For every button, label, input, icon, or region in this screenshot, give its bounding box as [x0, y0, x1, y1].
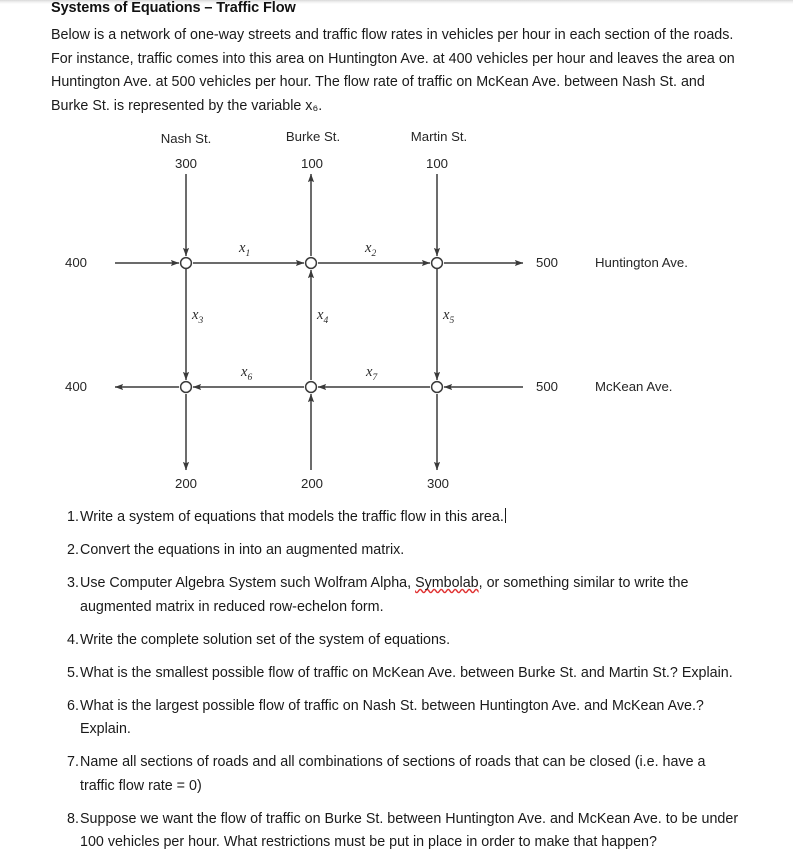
- variable-label-x6: $x_6$: [241, 364, 253, 383]
- question-text: Suppose we want the flow of traffic on Burke St. between Huntington Ave. and McKean Ave. to be under 100 vehicles per hour. What restrictions must be put in place in order to make that happen?: [80, 810, 739, 850]
- street-label-nash: Nash St.: [160, 131, 212, 146]
- node-martin-huntington: [432, 258, 443, 269]
- node-martin-mckean: [432, 382, 443, 393]
- flow-value-martin-top: 100: [425, 156, 449, 171]
- question-text: Convert the equations in into an augmented matrix.: [80, 542, 405, 558]
- question-text: Use Computer Algebra System such Wolfram Alpha, Symbolab, or something similar to write the augmented matrix in reduced row-echelon form.: [80, 575, 689, 615]
- list-item: [51, 695, 741, 742]
- list-item: [51, 751, 741, 798]
- question-text: What is the smallest possible flow of traffic on McKean Ave. between Burke St. and Martin St.? Explain.: [80, 664, 733, 681]
- variable-label-x4: $x_4$: [317, 307, 329, 326]
- page-title: Systems of Equations – Traffic Flow: [51, 0, 296, 16]
- flow-value-burke-bottom: 200: [300, 476, 324, 491]
- intro-paragraph: Below is a network of one-way streets and traffic flow rates in vehicles per hour in each section of the roads. For instance, traffic comes into this area on Huntington Ave. at 400 vehicles per hour and leaves the area on Huntington Ave. at 500 vehicles per hour. The flow rate of traffic on McKean Ave. between Nash St. and Burke St. is represented by the variable x₆.: [51, 27, 735, 114]
- variable-label-x3: $x_3$: [192, 307, 204, 326]
- question-text: What is the largest possible flow of traffic on Nash St. between Huntington Ave. and McKean Ave.? Explain.: [80, 697, 704, 737]
- flow-value-huntington-left: 400: [65, 255, 88, 270]
- avenue-label-huntington: Huntington Ave.: [595, 255, 688, 270]
- list-item: [51, 539, 741, 563]
- list-item: [51, 662, 741, 686]
- variable-label-x5: $x_5$: [443, 307, 455, 326]
- flow-value-nash-bottom: 200: [174, 476, 198, 491]
- question-number: 1.: [67, 509, 79, 525]
- flow-value-martin-bottom: 300: [426, 476, 450, 491]
- flow-value-mckean-right: 500: [536, 379, 559, 394]
- question-number: 3.: [67, 575, 79, 591]
- traffic-network-svg: [0, 118, 793, 503]
- flow-value-burke-top: 100: [300, 156, 324, 171]
- question-number: 5.: [67, 664, 79, 681]
- question-number: 2.: [67, 542, 79, 558]
- node-nash-mckean: [181, 382, 192, 393]
- node-nash-huntington: [181, 258, 192, 269]
- variable-label-x2: $x_2$: [365, 240, 377, 259]
- traffic-flow-diagram: [0, 118, 793, 503]
- misspelled-word: Symbolab: [415, 575, 479, 591]
- flow-value-mckean-left: 400: [65, 379, 88, 394]
- flow-value-huntington-right: 500: [536, 255, 559, 270]
- question-number: 7.: [67, 754, 79, 770]
- question-text: Write a system of equations that models the traffic flow in this area.: [80, 509, 504, 525]
- list-item: [51, 572, 741, 619]
- street-label-martin: Martin St.: [410, 129, 468, 144]
- variable-label-x1: $x_1$: [239, 240, 251, 259]
- list-item: [51, 808, 741, 855]
- node-burke-mckean: [306, 382, 317, 393]
- question-list: [51, 506, 741, 864]
- question-number: 8.: [67, 810, 79, 827]
- question-number: 6.: [67, 697, 79, 714]
- variable-label-x7: $x_7$: [366, 364, 378, 383]
- avenue-label-mckean: McKean Ave.: [595, 379, 673, 394]
- node-burke-huntington: [306, 258, 317, 269]
- question-text: Write the complete solution set of the system of equations.: [80, 631, 451, 648]
- flow-value-nash-top: 300: [174, 156, 198, 171]
- text-caret: [505, 508, 506, 523]
- list-item: [51, 629, 741, 653]
- list-item: [51, 506, 741, 530]
- question-number: 4.: [67, 631, 79, 648]
- street-label-burke: Burke St.: [285, 129, 341, 144]
- question-text: Name all sections of roads and all combinations of sections of roads that can be closed (i.e. have a traffic flow rate = 0): [80, 754, 706, 794]
